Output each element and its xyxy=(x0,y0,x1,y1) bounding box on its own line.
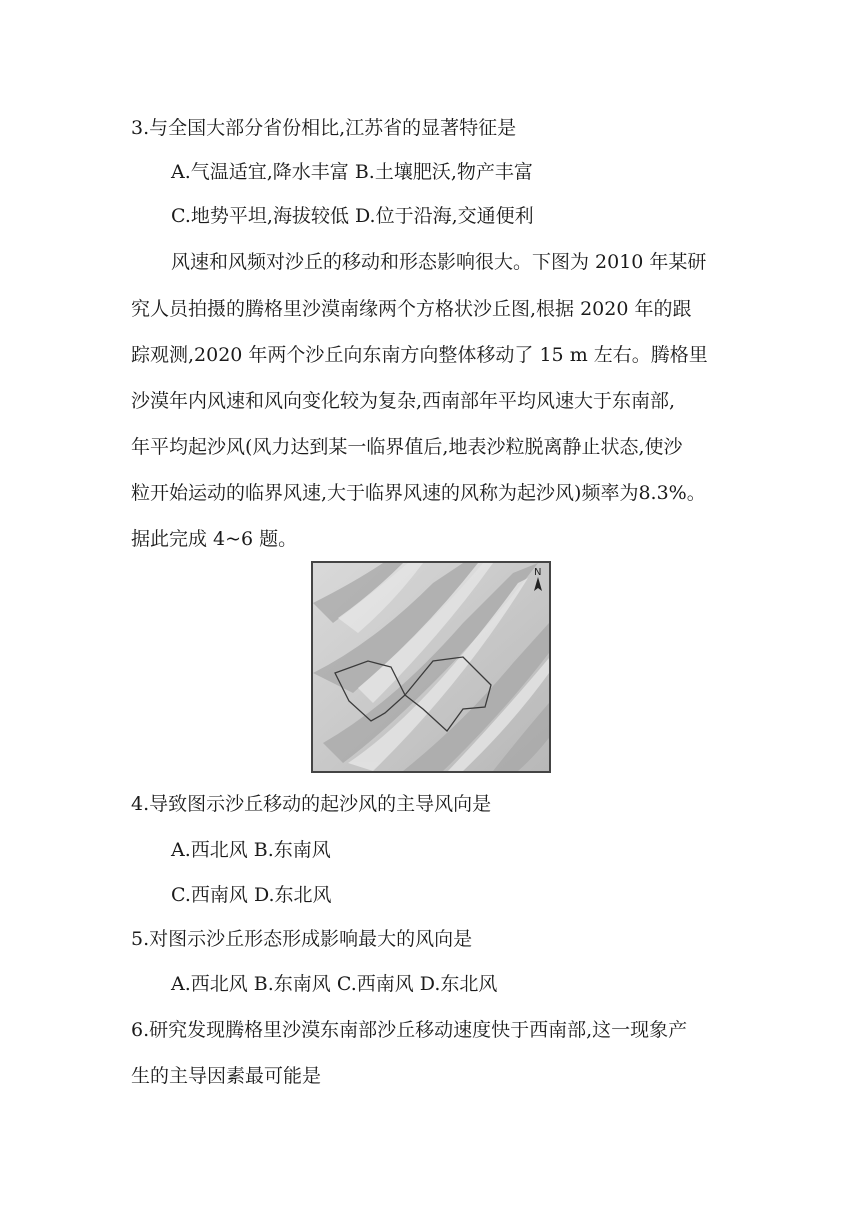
dune-figure xyxy=(311,561,551,773)
dune-image xyxy=(313,563,549,771)
q4-options-row2: C.西南风 D.东北风 xyxy=(171,884,332,906)
passage-line-2: 究人员拍摄的腾格里沙漠南缘两个方格状沙丘图,根据 2020 年的跟 xyxy=(131,298,692,320)
passage-line-6: 粒开始运动的临界风速,大于临界风速的风称为起沙风)频率为8.3%。 xyxy=(131,482,706,504)
north-label: N xyxy=(534,567,542,578)
q6-stem-line2: 生的主导因素最可能是 xyxy=(131,1065,322,1087)
q3-options-row2: C.地势平坦,海拔较低 D.位于沿海,交通便利 xyxy=(171,205,534,227)
passage-line-7: 据此完成 4~6 题。 xyxy=(131,528,298,550)
q4-stem: 4.导致图示沙丘移动的起沙风的主导风向是 xyxy=(131,793,492,815)
passage-line-4: 沙漠年内风速和风向变化较为复杂,西南部年平均风速大于东南部, xyxy=(131,390,676,412)
q3-stem: 3.与全国大部分省份相比,江苏省的显著特征是 xyxy=(131,117,517,139)
passage-line-5: 年平均起沙风(风力达到某一临界值后,地表沙粒脱离静止状态,使沙 xyxy=(131,436,683,458)
q5-stem: 5.对图示沙丘形态形成影响最大的风向是 xyxy=(131,928,473,950)
q6-stem-line1: 6.研究发现腾格里沙漠东南部沙丘移动速度快于西南部,这一现象产 xyxy=(131,1019,688,1041)
q5-options-row1: A.西北风 B.东南风 C.西南风 D.东北风 xyxy=(171,973,498,995)
passage-line-1: 风速和风频对沙丘的移动和形态影响很大。下图为 2010 年某研 xyxy=(171,251,707,273)
q4-options-row1: A.西北风 B.东南风 xyxy=(171,839,331,861)
passage-line-3: 踪观测,2020 年两个沙丘向东南方向整体移动了 15 m 左右。腾格里 xyxy=(131,344,708,366)
q3-options-row1: A.气温适宜,降水丰富 B.土壤肥沃,物产丰富 xyxy=(171,161,533,183)
